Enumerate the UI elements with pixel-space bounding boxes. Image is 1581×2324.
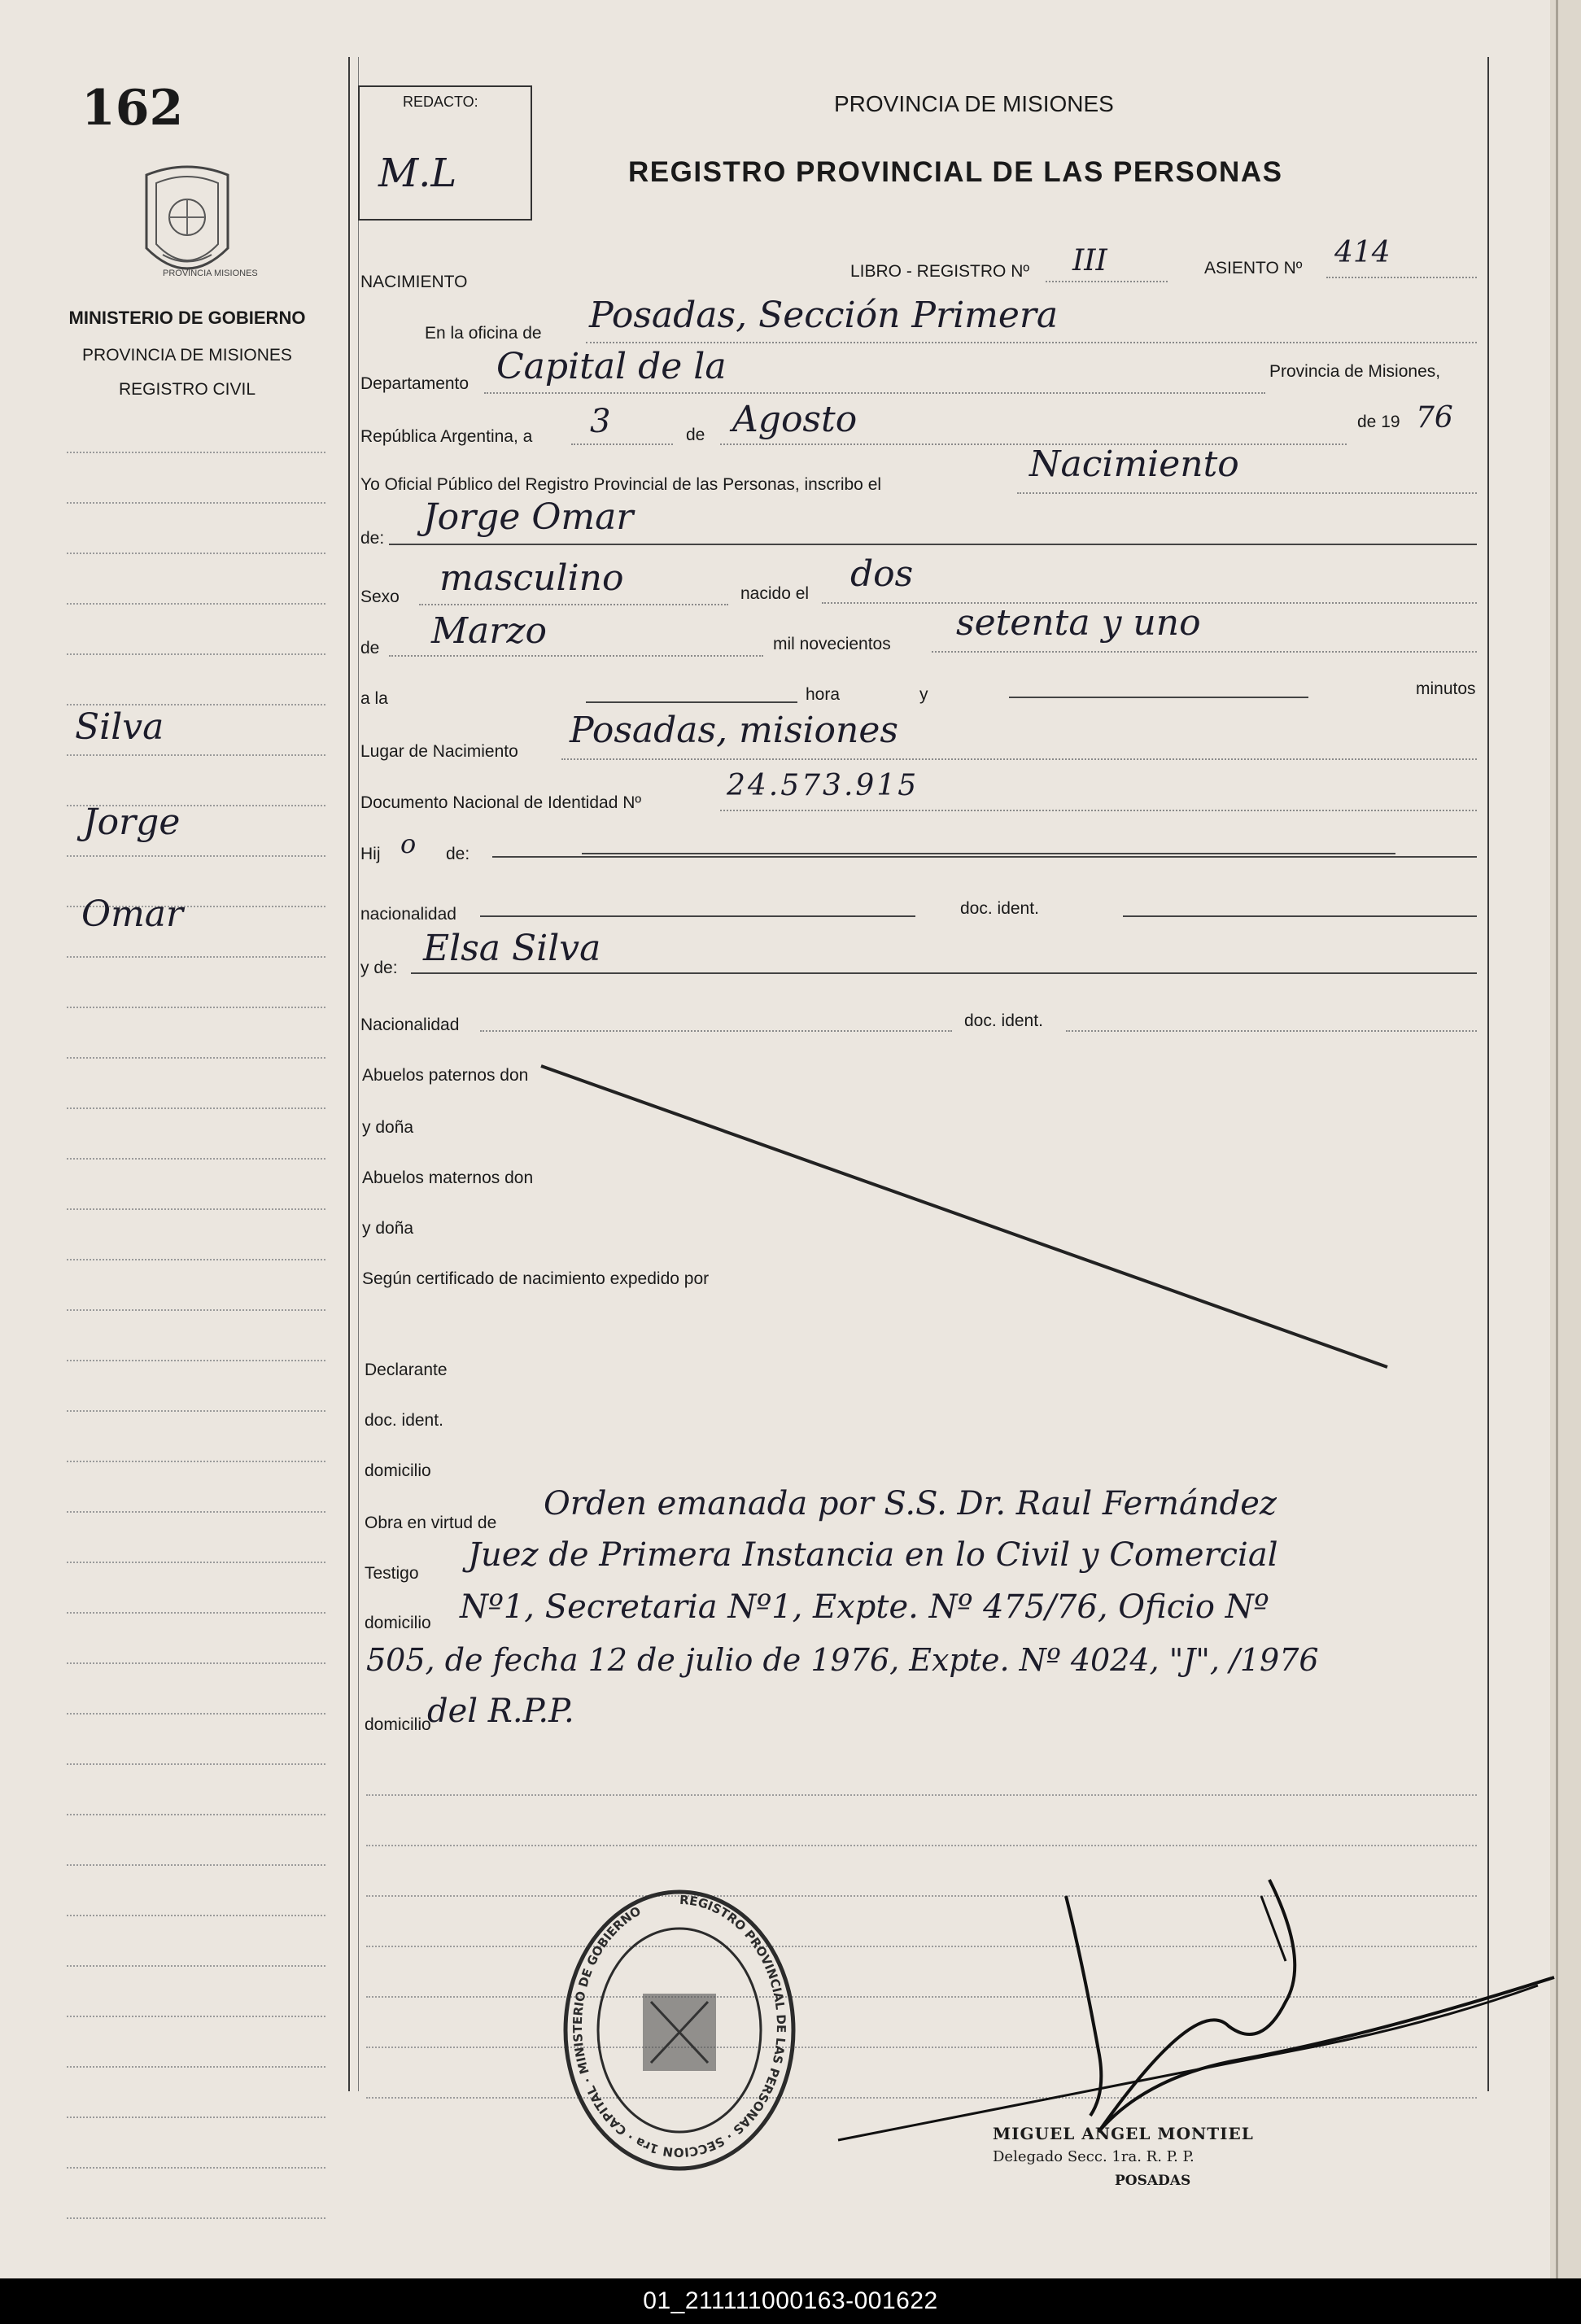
nombre-de-label: de: [360,529,385,548]
mes-nac-de-label: de [360,639,380,657]
asiento-label: ASIENTO Nº [1204,259,1303,277]
obra-line-3: Nº1, Secretaria Nº1, Expte. Nº 475/76, Oficio Nº [460,1588,1269,1626]
header-title: REGISTRO PROVINCIAL DE LAS PERSONAS [628,156,1283,188]
mes-nac-value: Marzo [431,610,547,652]
departamento-label: Departamento [360,374,469,393]
oficina-value: Posadas, Sección Primera [589,295,1059,336]
doc-ident2-label: doc. ident. [964,1011,1043,1030]
anio-nac-value: setenta y uno [956,602,1201,644]
signature-role: Delegado Secc. 1ra. R. P. P. [993,2148,1194,2165]
official-stamp [553,1880,806,2181]
inscribo-value: Nacimiento [1029,443,1239,485]
sidebar-registry-label: REGISTRO CIVIL [118,380,256,399]
svg-text:REGISTRO PROVINCIAL DE LAS PER: REGISTRO PROVINCIAL DE LAS PERSONAS · SECCION 1ra · CAPITAL · MINISTERIO DE GOBIERNO [570,1892,789,2160]
signature-name: MIGUEL ANGEL MONTIEL [993,2124,1254,2143]
asiento-value: 414 [1334,236,1391,269]
madre-label: y de: [360,959,398,977]
margin-surname: Silva [75,706,164,748]
nacionalidad-label: nacionalidad [360,905,456,924]
republica-label: República Argentina, a [360,427,533,446]
obra-line-5: del R.P.P. [427,1693,574,1730]
hijo-label: Hij [360,845,381,863]
header-province: PROVINCIA DE MISIONES [834,91,1114,116]
nacido-label: nacido el [740,584,810,603]
margin-first-name: Jorge [83,802,181,843]
hijo-suffix: o [400,828,417,859]
libro-value: III [1072,244,1107,277]
sidebar-province-label: PROVINCIA DE MISIONES [82,346,292,365]
ministry-label: MINISTERIO DE GOBIERNO [68,308,306,328]
departamento-value: Capital de la [496,346,727,387]
record-type-label: NACIMIENTO [360,273,468,291]
abuelos-paternos-label: Abuelos paternos don [362,1066,529,1085]
ala-label: a la [360,689,388,708]
redacto-label: REDACTO: [403,94,478,110]
lugar-label: Lugar de Nacimiento [360,742,518,761]
abuela-materna-label: y doña [362,1219,414,1238]
doc-ident-label: doc. ident. [960,899,1039,918]
y-label: y [919,685,928,704]
obra-line-1: Orden emanada por S.S. Dr. Raul Fernández [544,1485,1277,1522]
abuela-paterna-label: y doña [362,1118,414,1137]
page-number: 162 [81,80,184,137]
hijo-de-label: de: [446,845,470,863]
nacido-value: dos [850,553,914,595]
nacionalidad2-label: Nacionalidad [360,1016,460,1034]
seal-caption: PROVINCIA MISIONES [163,269,258,278]
margin-second-name: Omar [81,893,184,935]
redacto-initials: M.L [378,151,457,196]
anio-label: de 19 [1357,413,1400,431]
signature-city: POSADAS [1115,2173,1191,2189]
abuelos-maternos-label: Abuelos maternos don [362,1169,534,1187]
madre-value: Elsa Silva [423,928,601,969]
image-id-footer: 01_211111000163-001622 [0,2278,1581,2324]
declarante-label: Declarante [365,1361,448,1379]
oficina-label: En la oficina de [425,324,542,343]
sexo-value: masculino [439,557,624,599]
dia-value: 3 [590,403,611,440]
sexo-label: Sexo [360,588,400,606]
doc-ident3-label: doc. ident. [365,1411,443,1430]
minutos-label: minutos [1416,679,1476,698]
domicilio3-label: domicilio [365,1715,431,1734]
domicilio-label: domicilio [365,1461,431,1480]
dni-value: 24.573.915 [727,769,919,802]
domicilio2-label: domicilio [365,1614,431,1632]
hora-label: hora [806,685,841,704]
anio-value: 76 [1416,401,1453,435]
obra-line-4: 505, de fecha 12 de julio de 1976, Expte. Nº 4024, "J", /1976 [366,1642,1319,1678]
mil-label: mil novecientos [773,635,891,653]
de-label: de [686,426,705,444]
libro-label: LIBRO - REGISTRO Nº [850,262,1030,281]
mes-value: Agosto [732,399,858,440]
provincia-label: Provincia de Misiones, [1269,362,1441,381]
segun-label: Según certificado de nacimiento expedido por [362,1269,710,1288]
dni-label: Documento Nacional de Identidad Nº [360,793,642,812]
testigo-label: Testigo [365,1564,419,1583]
obra-line-2: Juez de Primera Instancia en lo Civil y Comercial [468,1536,1278,1574]
oficial-label: Yo Oficial Público del Registro Provincial de las Personas, inscribo el [360,475,882,494]
lugar-value: Posadas, misiones [570,710,898,751]
nombre-value: Jorge Omar [423,496,634,538]
obra-label: Obra en virtud de [365,1514,497,1532]
